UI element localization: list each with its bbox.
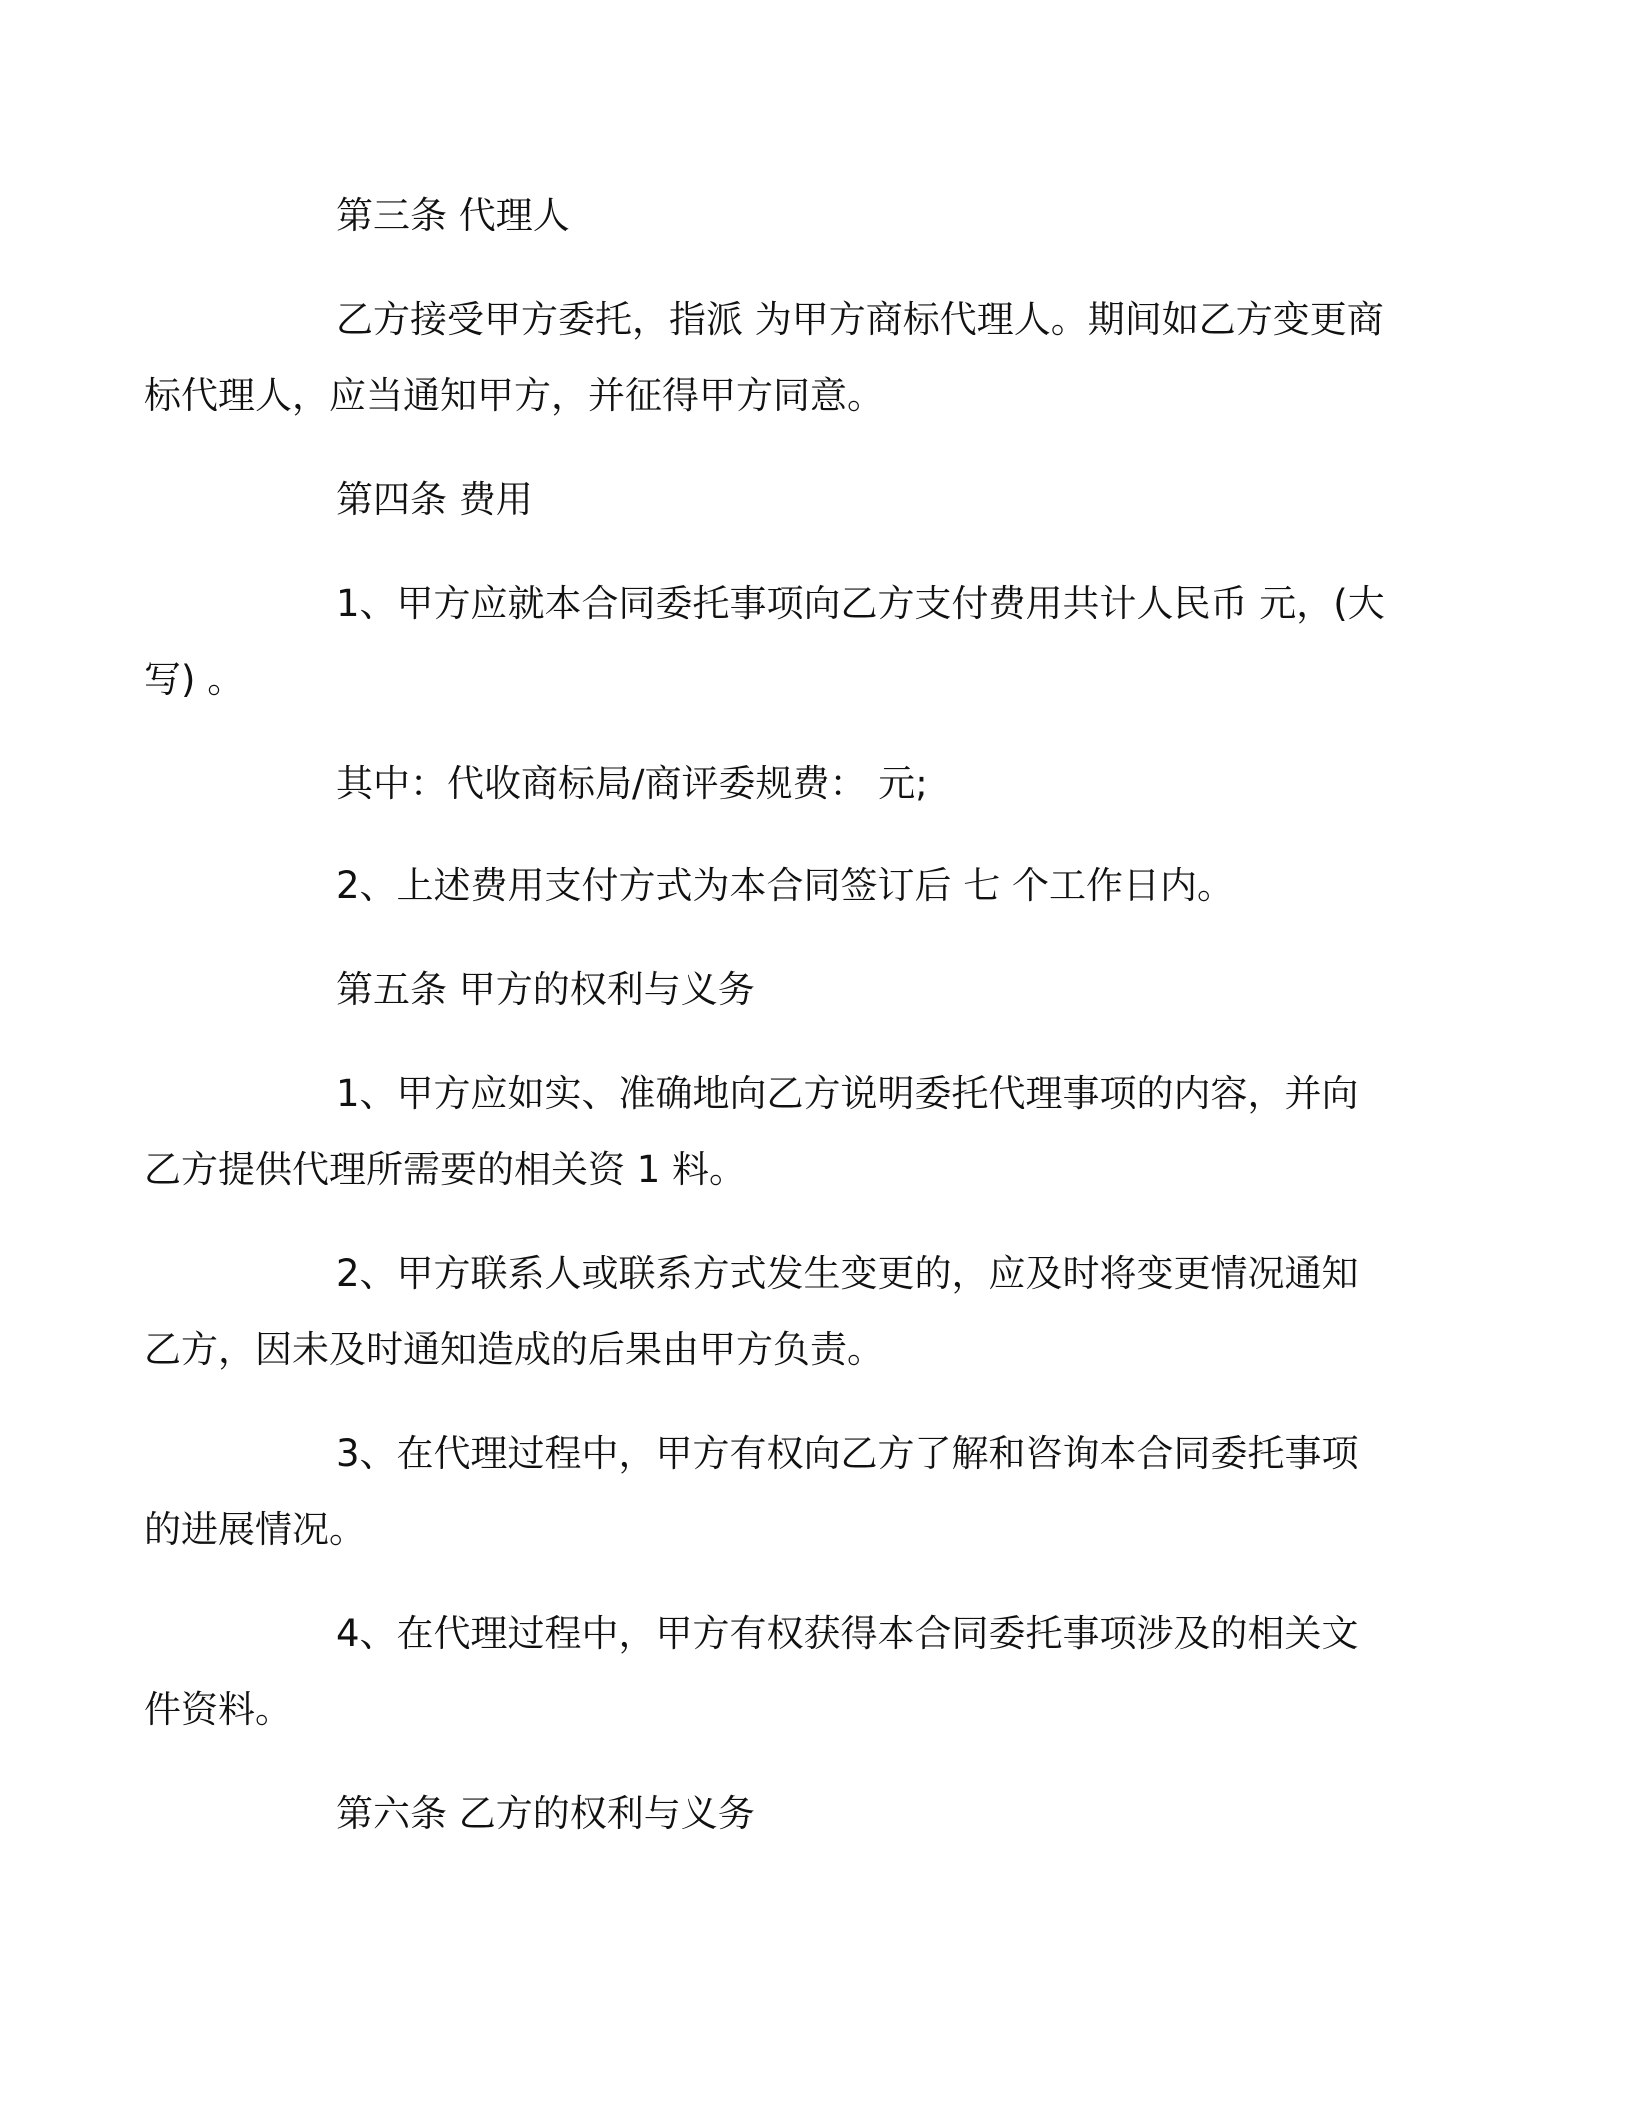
- article-4-item-2: 2、上述费用支付方式为本合同签订后 七 个工作日内。: [336, 864, 1235, 907]
- article-5-item-1: 1、甲方应如实、准确地向乙方说明委托代理事项的内容，并向 乙方提供代理所需要的相关资 1 料。: [144, 1072, 1359, 1191]
- article-6-heading: 第六条 乙方的权利与义务: [336, 1792, 755, 1835]
- article-3-paragraph: 乙方接受甲方委托，指派 为甲方商标代理人。期间如乙方变更商 标代理人，应当通知甲方，并征得甲方同意。: [144, 298, 1384, 417]
- article-3-heading: 第三条 代理人: [336, 194, 570, 237]
- article-5-item-2: 2、甲方联系人或联系方式发生变更的，应及时将变更情况通知 乙方，因未及时通知造成的后果由甲方负责。: [144, 1252, 1359, 1371]
- article-5-item-4: 4、在代理过程中，甲方有权获得本合同委托事项涉及的相关文 件资料。: [144, 1612, 1359, 1731]
- article-5-item-3: 3、在代理过程中，甲方有权向乙方了解和咨询本合同委托事项 的进展情况。: [144, 1432, 1359, 1551]
- article-5-heading: 第五条 甲方的权利与义务: [336, 968, 755, 1011]
- article-4-item-1: 1、甲方应就本合同委托事项向乙方支付费用共计人民币 元，(大 写) 。: [144, 582, 1385, 701]
- article-4-item-1-detail: 其中：代收商标局/商评委规费： 元;: [336, 762, 928, 805]
- article-4-heading: 第四条 费用: [336, 478, 533, 521]
